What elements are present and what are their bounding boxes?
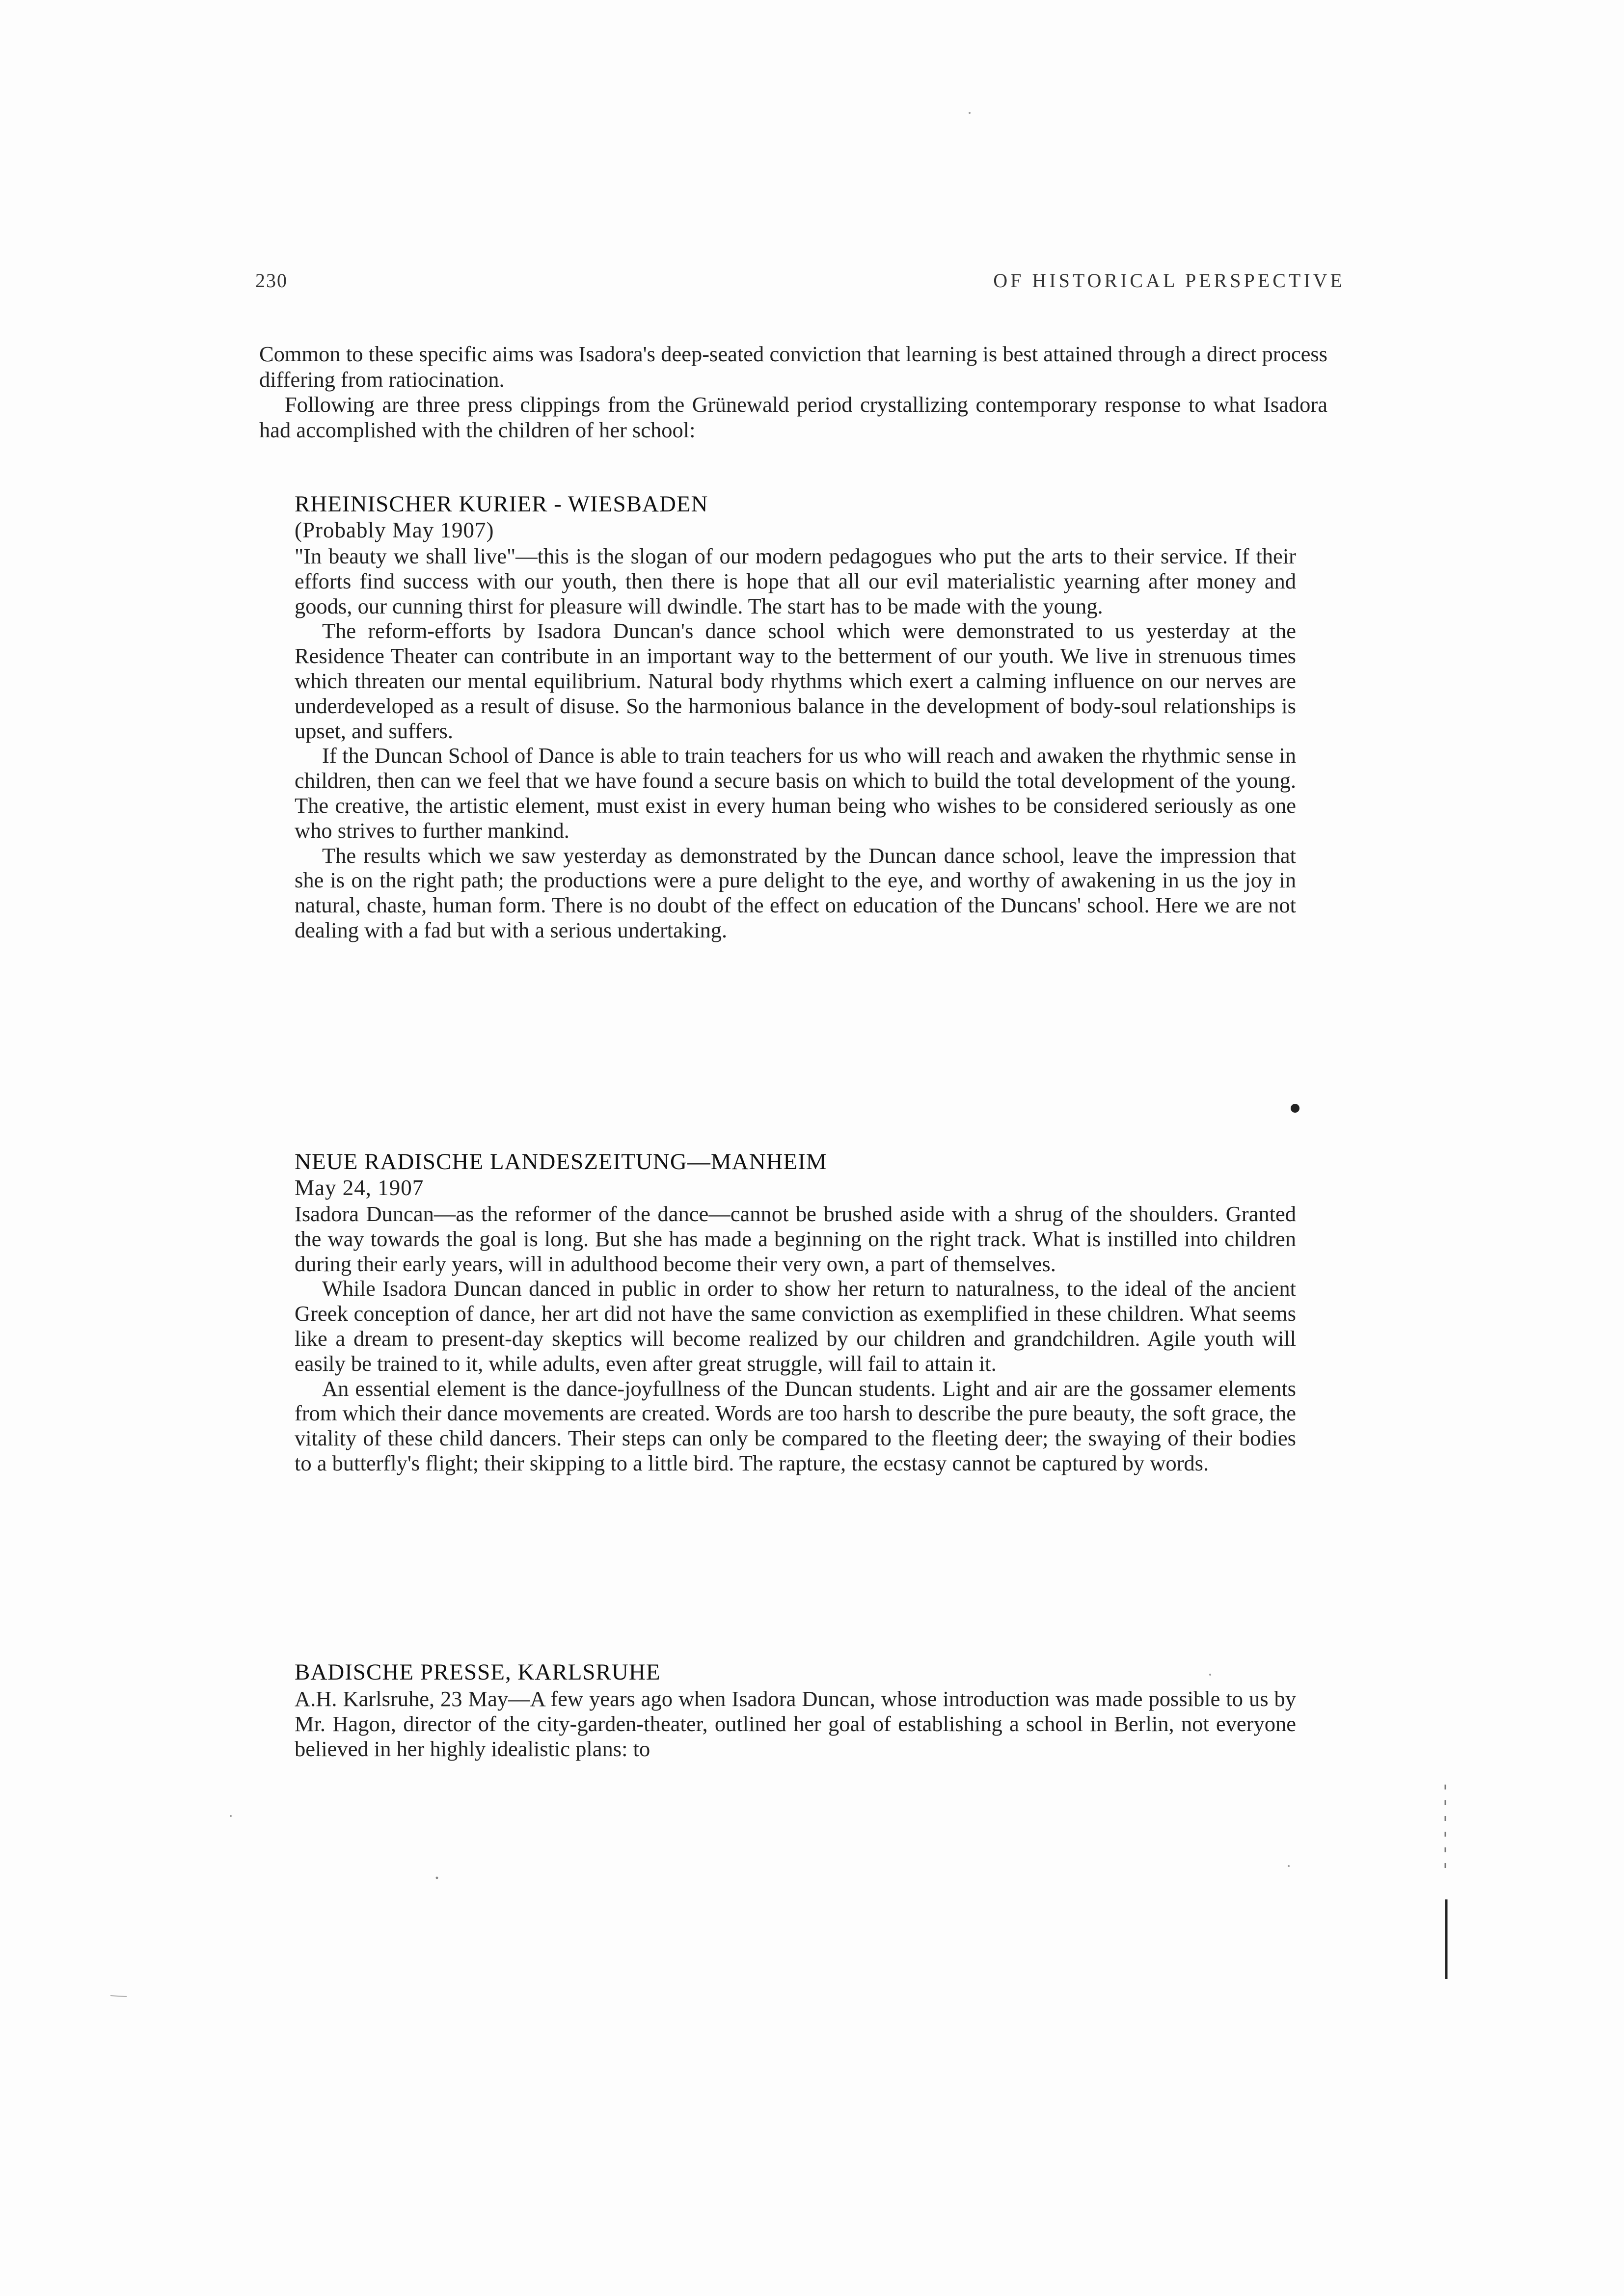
intro-paragraph: Following are three press clippings from the Grünewald period crystallizing contemporary response to what Isadora had accomplished with the children of her school:: [259, 392, 1327, 442]
dust-speck: [1288, 1865, 1290, 1867]
clipping-paragraph: Isadora Duncan—as the reformer of the dance—cannot be brushed aside with a shrug of the shoulders. Granted the way towards the goal is long. But she has made a beginning on the right track. What is instilled into children during their early years, will in adulthood become their very own, a part of themselves.: [295, 1201, 1296, 1276]
clipping-paragraph: "In beauty we shall live"—this is the slogan of our modern pedagogues who put the arts to their service. If their efforts find success with our youth, then there is hope that all our evil materialistic yearning after money and goods, our cunning thirst for pleasure will dwindle. The start has to be made with the young.: [295, 544, 1296, 618]
clipping-paragraph: The reform-efforts by Isadora Duncan's dance school which were demonstrated to us yesterday at the Residence Theater can contribute in an important way to the betterment of our youth. We live in strenuous times which threaten our mental equilibrium. Natural body rhythms which exert a calming influence on our nerves are underdeveloped as a result of disuse. So the harmonious balance in the development of body-soul relationships is upset, and suffers.: [295, 618, 1296, 743]
clipping-heading: RHEINISCHER KURIER - WIESBADEN: [295, 491, 708, 517]
clipping-paragraph: While Isadora Duncan danced in public in order to show her return to naturalness, to the ideal of the ancient Greek conception of dance, her art did not have the same conviction as exemplified in these children. What seems like a dream to present-day skeptics will become realized by our children and grandchildren. Agile youth will easily be trained to it, while adults, even after great struggle, will fail to attain it.: [295, 1276, 1296, 1376]
press-clipping: [295, 491, 1296, 943]
clipping-body: [295, 1686, 1296, 1761]
press-clipping: [295, 1148, 1296, 1476]
intro-text: [259, 342, 1327, 443]
clipping-body: [295, 1201, 1296, 1476]
running-title: OF HISTORICAL PERSPECTIVE: [993, 269, 1345, 292]
clipping-date: (Probably May 1907): [295, 518, 494, 542]
page-number: 230: [255, 269, 288, 292]
dust-speck: [969, 112, 971, 114]
clipping-heading: NEUE RADISCHE LANDESZEITUNG—MANHEIM: [295, 1149, 827, 1175]
clipping-paragraph: The results which we saw yesterday as demonstrated by the Duncan dance school, leave the impression that she is on the right path; the productions were a pure delight to the eye, and worthy of awakening in us the joy in natural, chaste, human form. There is no doubt of the effect on education of the Duncans' school. Here we are not dealing with a fad but with a serious undertaking.: [295, 843, 1296, 942]
clipping-date: May 24, 1907: [295, 1175, 424, 1200]
dust-speck: [110, 1996, 127, 1997]
clipping-paragraph: An essential element is the dance-joyfullness of the Duncan students. Light and air are the gossamer elements from which their dance movements are created. Words are too harsh to describe the pure beauty, the soft grace, the vitality of these child dancers. Their steps can only be compared to the fleeting deer; the swaying of their bodies to a butterfly's flight; their skipping to a little bird. The rapture, the ecstasy cannot be captured by words.: [295, 1376, 1296, 1475]
clipping-heading: BADISCHE PRESSE, KARLSRUHE: [295, 1659, 661, 1685]
dust-speck: [230, 1815, 232, 1817]
clipping-paragraph: If the Duncan School of Dance is able to train teachers for us who will reach and awaken the rhythmic sense in children, then can we feel that we have found a secure basis on which to build the total development of the young. The creative, the artistic element, must exist in every human being who wishes to be considered seriously as one who strives to further mankind.: [295, 743, 1296, 843]
clipping-paragraph: A.H. Karlsruhe, 23 May—A few years ago when Isadora Duncan, whose introduction was made possible to us by Mr. Hagon, director of the city-garden-theater, outlined her goal of establishing a school in Berlin, not everyone believed in her highly idealistic plans: to: [295, 1686, 1296, 1761]
intro-paragraph: Common to these specific aims was Isadora's deep-seated conviction that learning is best attained through a direct process differing from ratiocination.: [259, 342, 1327, 392]
clipping-body: [295, 544, 1296, 943]
dust-speck: [436, 1877, 438, 1879]
press-clipping: [295, 1659, 1296, 1761]
ink-dot: [1291, 1104, 1299, 1113]
running-head: [255, 269, 1345, 298]
